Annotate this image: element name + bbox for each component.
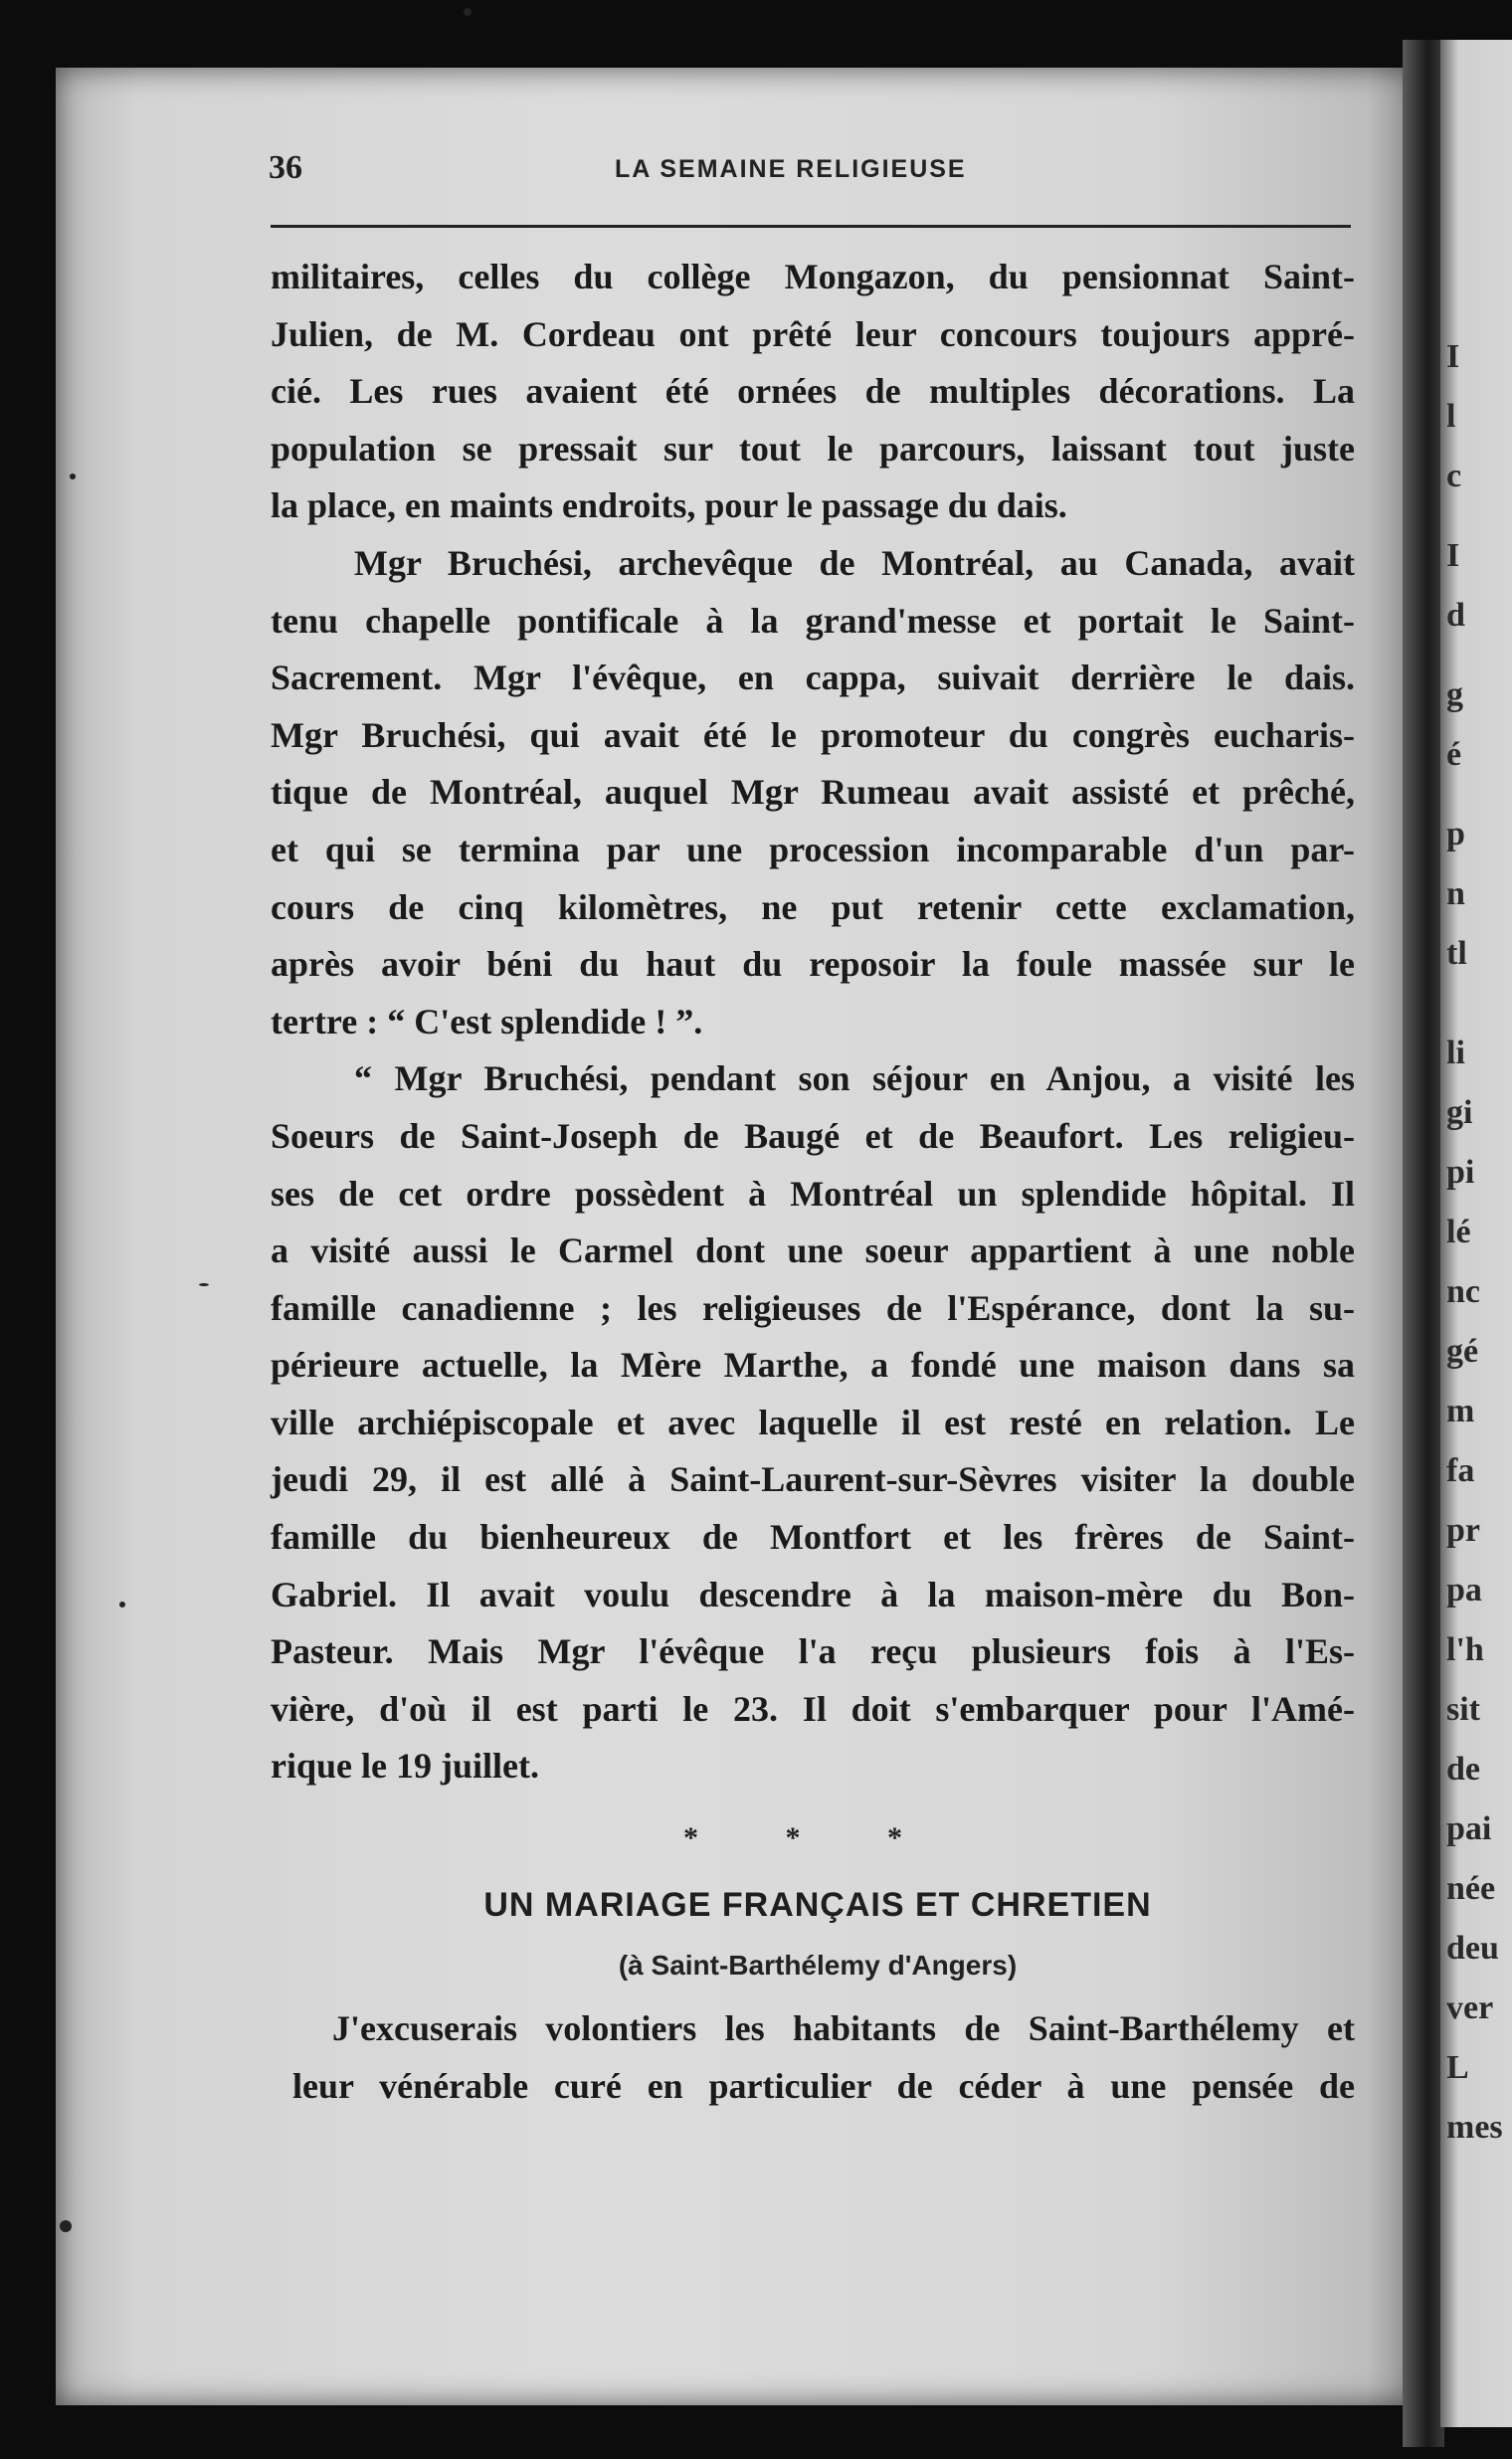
article-body (271, 249, 1355, 2106)
section-separator: * * * (683, 1821, 942, 1855)
next-page-fragment: gé (1446, 1333, 1479, 1370)
scan-speck (199, 1283, 209, 1286)
next-page-fragment: de (1446, 1751, 1480, 1788)
next-page-fragment: l'h (1446, 1631, 1484, 1668)
paragraph (271, 249, 1355, 535)
next-page-fragment: gi (1446, 1094, 1473, 1131)
text-line: leur vénérable curé en particulier de céder à une pensée de (292, 2065, 1355, 2106)
next-page-fragment: é (1446, 736, 1462, 773)
next-page-fragment: I (1446, 537, 1460, 574)
text-line: rique le 19 juillet. (271, 1746, 539, 1787)
text-line: vière, d'où il est parti le 23. Il doit s'embarquer pour l'Amé- (271, 1688, 1355, 1729)
text-line: la place, en maints endroits, pour le passage du dais. (271, 485, 1067, 526)
text-line: Pasteur. Mais Mgr l'évêque l'a reçu plusieurs fois à l'Es- (271, 1631, 1355, 1672)
scan-speck (464, 8, 472, 16)
next-page-sliver (1440, 40, 1512, 2427)
text-line: famille du bienheureux de Montfort et les frères de Saint- (271, 1517, 1355, 1558)
closing-paragraph (292, 2000, 1355, 2115)
paragraph (271, 535, 1355, 1050)
next-page-fragment: li (1446, 1035, 1465, 1071)
next-page-fragment: c (1446, 458, 1462, 494)
book-gutter (1403, 40, 1444, 2447)
text-line: famille canadienne ; les religieuses de l'Espérance, dont la su- (271, 1287, 1355, 1328)
next-page-fragment: sit (1446, 1691, 1480, 1728)
text-line: tique de Montréal, auquel Mgr Rumeau avait assisté et prêché, (271, 772, 1355, 813)
scan-speck (119, 1602, 125, 1608)
next-page-fragment: lé (1446, 1214, 1471, 1250)
next-page-fragment: d (1446, 597, 1465, 634)
next-page-fragment: ver (1446, 1989, 1494, 2026)
next-page-fragment: p (1446, 816, 1465, 852)
next-page-fragment: L (1446, 2049, 1469, 2086)
text-line: Sacrement. Mgr l'évêque, en cappa, suivait derrière le dais. (271, 658, 1355, 698)
next-page-fragment: l (1446, 398, 1456, 435)
text-line: Mgr Bruchési, qui avait été le promoteur du congrès eucharis- (271, 714, 1355, 755)
page-header (269, 149, 1353, 209)
next-page-fragment: m (1446, 1393, 1475, 1429)
scan-speck (60, 2220, 72, 2232)
text-line: Mgr Bruchési, archevêque de Montréal, au Canada, avait (354, 542, 1355, 583)
text-line: périeure actuelle, la Mère Marthe, a fondé une maison dans sa (271, 1345, 1355, 1386)
next-page-fragment: pr (1446, 1512, 1480, 1549)
text-line: J'excuserais volontiers les habitants de Saint-Barthélemy et (332, 2008, 1355, 2049)
next-page-fragment: née (1446, 1870, 1496, 1907)
next-page-fragment: I (1446, 338, 1460, 375)
scan-speck (70, 473, 76, 479)
next-page-fragment: tl (1446, 935, 1467, 972)
next-page-fragment: mes (1446, 2109, 1503, 2146)
text-line: ses de cet ordre possèdent à Montréal un splendide hôpital. Il (271, 1173, 1355, 1214)
next-page-fragment: nc (1446, 1273, 1480, 1310)
text-line: cié. Les rues avaient été ornées de multiples décorations. La (271, 371, 1355, 412)
text-line: après avoir béni du haut du reposoir la foule massée sur le (271, 944, 1355, 985)
text-line: jeudi 29, il est allé à Saint-Laurent-sur-Sèvres visiter la double (271, 1459, 1355, 1500)
page-number: 36 (269, 149, 302, 186)
next-page-fragment: fa (1446, 1452, 1475, 1489)
text-line: population se pressait sur tout le parcours, laissant tout juste (271, 428, 1355, 469)
text-line: Julien, de M. Cordeau ont prêté leur concours toujours appré- (271, 313, 1355, 354)
next-page-fragment: pa (1446, 1572, 1482, 1608)
next-page-fragment: deu (1446, 1930, 1499, 1967)
next-page-fragment: n (1446, 875, 1465, 912)
text-line: Gabriel. Il avait voulu descendre à la maison-mère du Bon- (271, 1574, 1355, 1614)
text-line: Soeurs de Saint-Joseph de Baugé et de Beaufort. Les religieu- (271, 1115, 1355, 1156)
next-page-fragment: pi (1446, 1154, 1475, 1191)
header-rule (271, 225, 1351, 228)
text-line: et qui se termina par une procession incomparable d'un par- (271, 829, 1355, 869)
next-page-fragment: g (1446, 676, 1463, 713)
text-line: ville archiépiscopale et avec laquelle il est resté en relation. Le (271, 1402, 1355, 1442)
text-line: cours de cinq kilomètres, ne put retenir cette exclamation, (271, 886, 1355, 927)
paragraph (271, 1050, 1355, 1796)
text-line: tertre : “ C'est splendide ! ”. (271, 1001, 703, 1041)
section-subtitle: (à Saint-Barthélemy d'Angers) (618, 1950, 1018, 1982)
running-title: LA SEMAINE RELIGIEUSE (615, 155, 967, 183)
text-line: “ Mgr Bruchési, pendant son séjour en Anjou, a visité les (354, 1058, 1355, 1099)
text-line: tenu chapelle pontificale à la grand'messe et portait le Saint- (271, 600, 1355, 641)
text-line: a visité aussi le Carmel dont une soeur appartient à une noble (271, 1230, 1355, 1271)
next-page-fragment: pai (1446, 1810, 1492, 1847)
section-title: UN MARIAGE FRANÇAIS ET CHRETIEN (483, 1886, 1152, 1925)
text-line: militaires, celles du collège Mongazon, du pensionnat Saint- (271, 257, 1355, 296)
